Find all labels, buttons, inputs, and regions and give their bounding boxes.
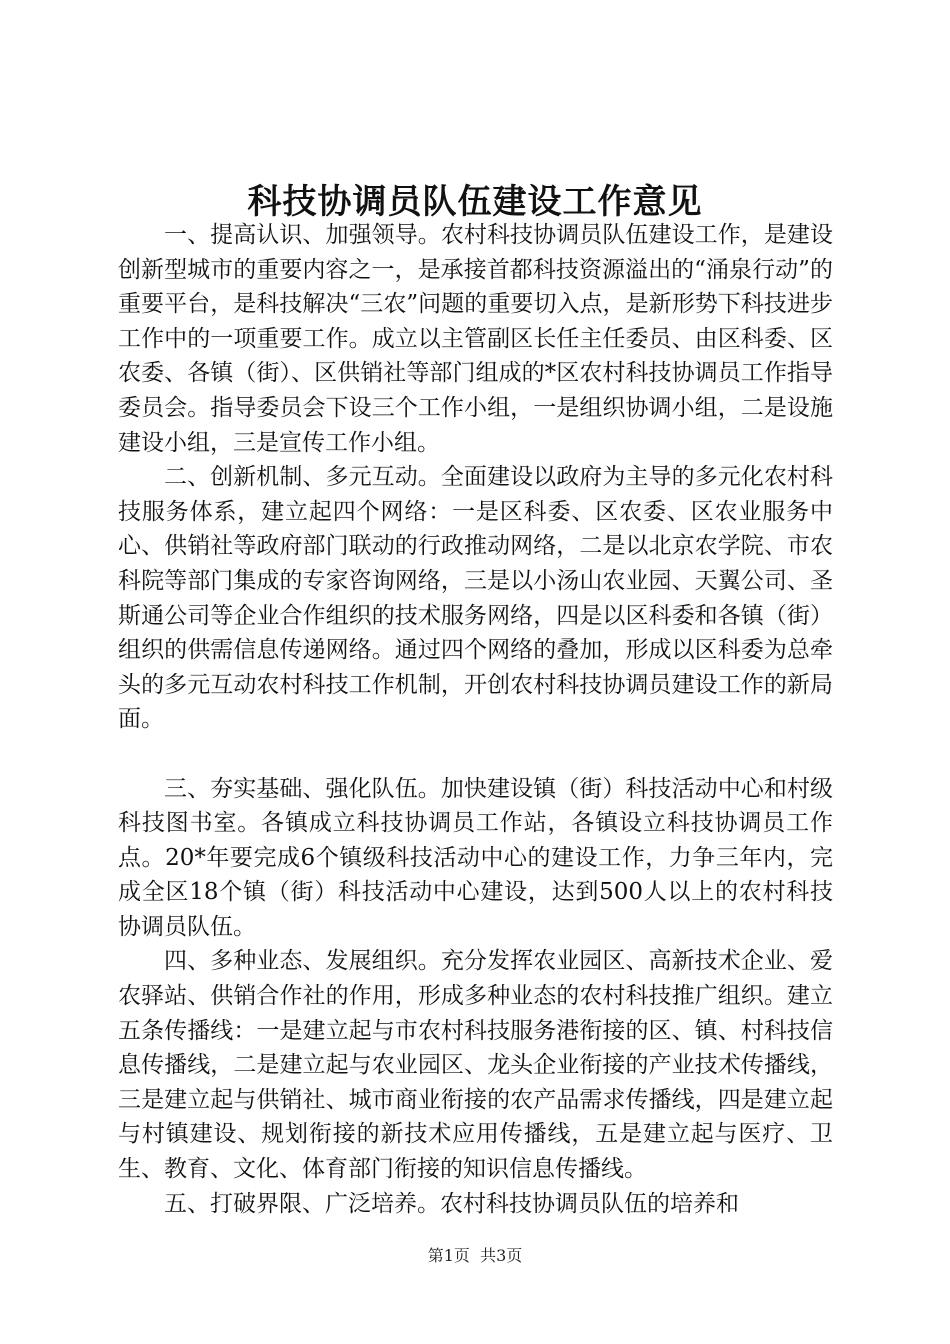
page-footer	[0, 1245, 950, 1267]
paragraph-3: 三、夯实基础、强化队伍。加快建设镇（街）科技活动中心和村级科技图书室。各镇成立科技协调员工作站，各镇设立科技协调员工作点。20*年要完成6个镇级科技活动中心的建设工作，力争三年内，完成全区18个镇（街）科技活动中心建设，达到500人以上的农村科技协调员队伍。	[118, 775, 833, 940]
paragraph-spacer	[118, 737, 833, 772]
paragraph-5: 五、打破界限、广泛培养。农村科技协调员队伍的培养和	[164, 1190, 739, 1217]
document-title: 科技协调员队伍建设工作意见	[247, 182, 703, 222]
paragraph-4: 四、多种业态、发展组织。充分发挥农业园区、高新技术企业、爱农驿站、供销合作社的作用，形成多种业态的农村科技推广组织。建立五条传播线：一是建立起与市农村科技服务港衔接的区、镇、村科技信息传播线，二是建立起与农业园区、龙头企业衔接的产业技术传播线，三是建立起与供销社、城市商业衔接的农产品需求传播线，四是建立起与村镇建设、规划衔接的新技术应用传播线，五是建立起与医疗、卫生、教育、文化、体育部门衔接的知识信息传播线。	[118, 948, 833, 1183]
page-number: 第1页	[427, 1246, 470, 1265]
document-body	[118, 218, 833, 1221]
paragraph-2: 二、创新机制、多元互动。全面建设以政府为主导的多元化农村科技服务体系，建立起四个网络：一是区科委、区农委、区农业服务中心、供销社等政府部门联动的行政推动网络，二是以北京农学院、市农科院等部门集成的专家咨询网络，三是以小汤山农业园、天翼公司、圣斯通公司等企业合作组织的技术服务网络，四是以区科委和各镇（街）组织的供需信息传递网络。通过四个网络的叠加，形成以区科委为总牵头的多元互动农村科技工作机制，开创农村科技协调员建设工作的新局面。	[118, 464, 833, 733]
footer-gap	[470, 1246, 480, 1265]
page-total: 共3页	[480, 1246, 523, 1265]
paragraph-1: 一、提高认识、加强领导。农村科技协调员队伍建设工作，是建设创新型城市的重要内容之一，是承接首都科技资源溢出的“涌泉行动”的重要平台，是科技解决“三农”问题的重要切入点，是新形势下科技进步工作中的一项重要工作。成立以主管副区长任主任委员、由区科委、区农委、各镇（街）、区供销社等部门组成的*区农村科技协调员工作指导委员会。指导委员会下设三个工作小组，一是组织协调小组，二是设施建设小组，三是宣传工作小组。	[118, 222, 833, 456]
